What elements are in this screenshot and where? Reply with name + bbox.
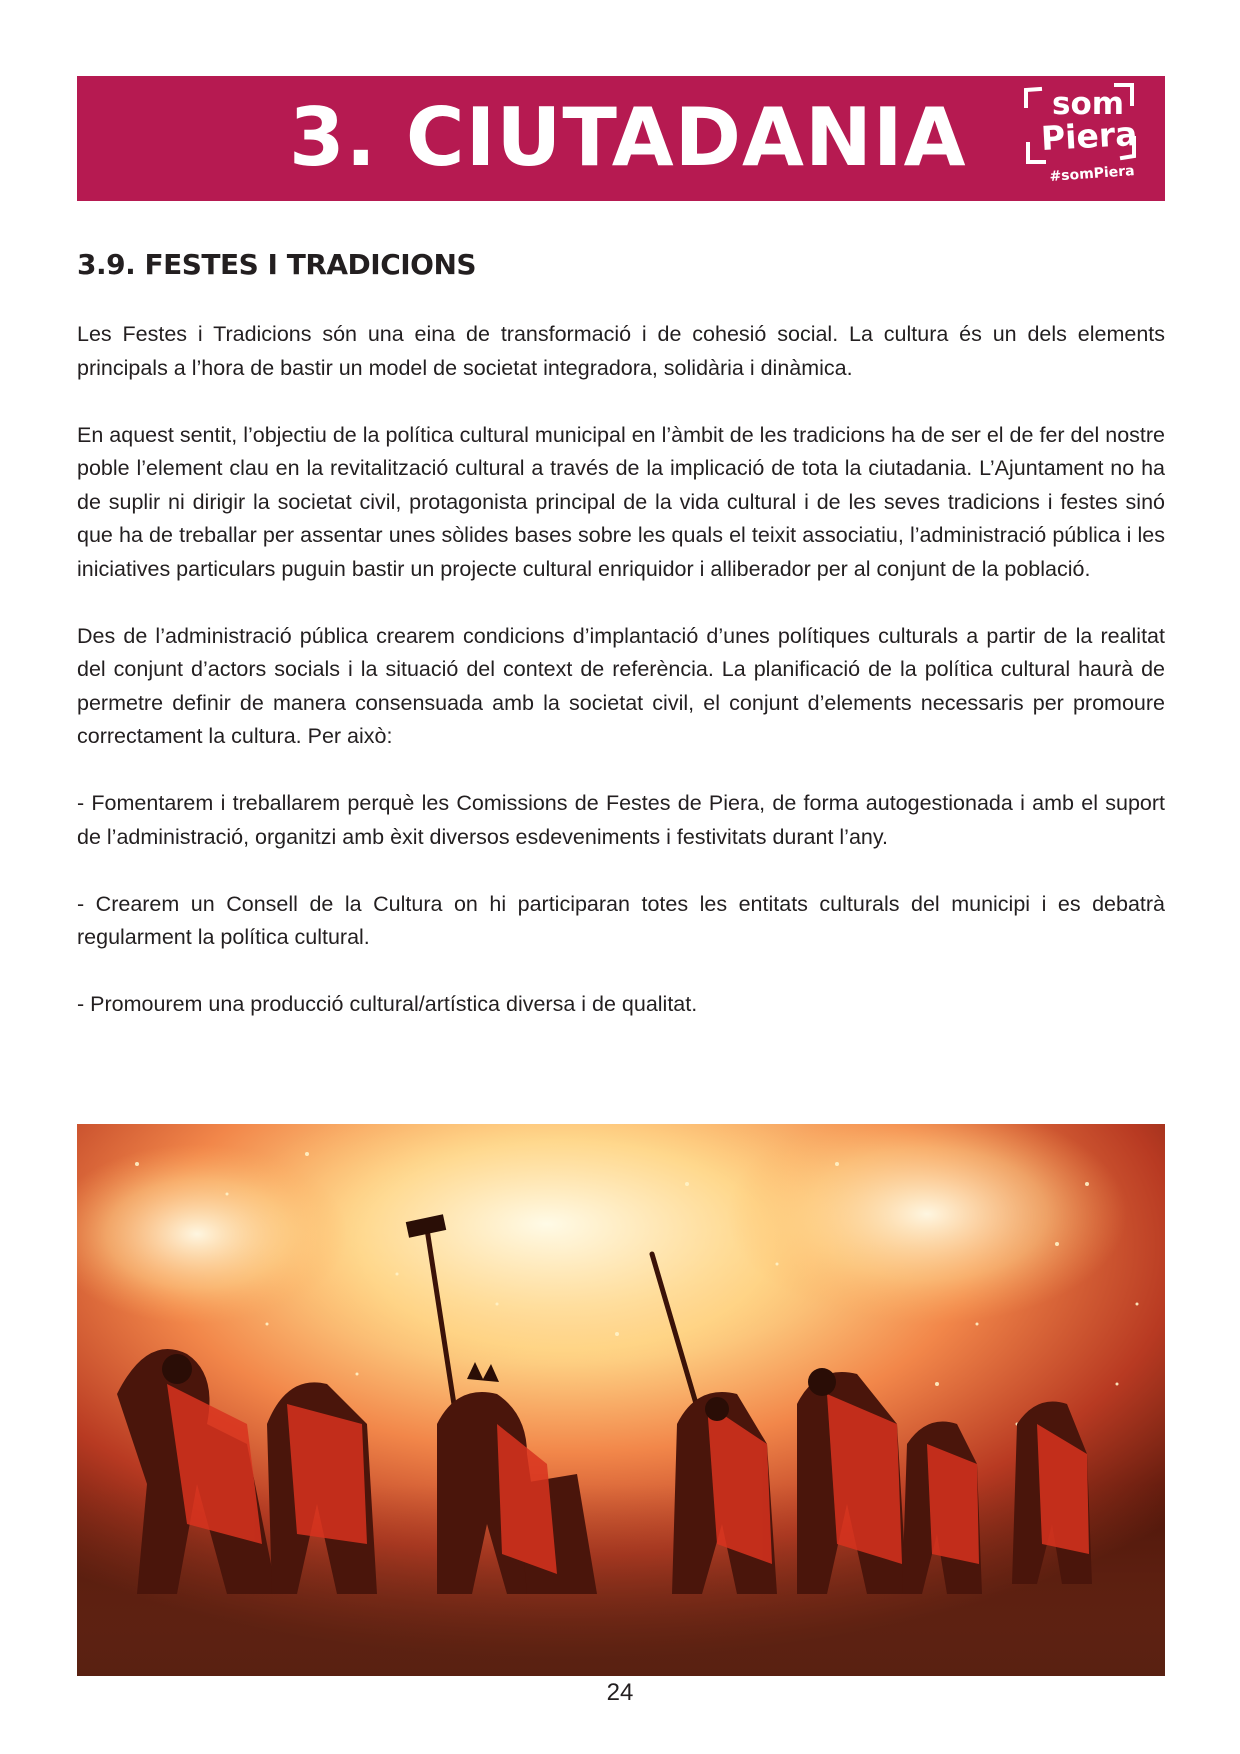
logo-word-piera: Piera	[1039, 113, 1139, 158]
page-number: 24	[606, 1679, 634, 1706]
logo-hashtag: #somPiera	[1049, 163, 1136, 185]
list-item: - Crearem un Consell de la Cultura on hi participaran totes les entitats culturals del municipi i es debatrà regularment la política cultural.	[77, 891, 1165, 949]
paragraph: En aquest sentit, l’objectiu de la política cultural municipal en l’àmbit de les tradicions ha de ser el de fer del nostre poble l’element clau en la revitalització cultural a través de la implicació de tota la ciutadania. L’Ajuntament no ha de suplir ni dirigir la societat civil, protagonista principal de la vida cultural i de les seves tradicions i festes sinó que ha de treballar per assentar unes sòlides bases sobre les quals el teixit associatiu, l’administració pública i les iniciatives particulars puguin bastir un projecte cultural enriquidor i alliberador per al conjunt de la població.	[77, 422, 1165, 581]
section-heading: 3.9. FESTES I TRADICIONS	[77, 248, 477, 281]
paragraph: Des de l’administració pública crearem condicions d’implantació d’unes polítiques culturals a partir de la realitat del conjunt d’actors socials i la situació del context de referència. La planificació de la política cultural haurà de permetre definir de manera consensuada amb la societat civil, el conjunt d’elements necessaris per promoure correctament la cultura. Per això:	[77, 623, 1165, 748]
logo-word-som: som	[1052, 86, 1125, 122]
chapter-title: 3. CIUTADANIA	[289, 91, 967, 184]
list-item: - Fomentarem i treballarem perquè les Comissions de Festes de Piera, de forma autogestionada i amb el suport de l’administració, organitzi amb èxit diversos esdeveniments i festivitats durant l’any.	[77, 791, 1165, 849]
section-banner	[77, 76, 1165, 201]
som-piera-logo	[1012, 82, 1157, 197]
correfoc-photo	[77, 1124, 1165, 1676]
logo-brackets	[1022, 82, 1140, 170]
list-item: - Promourem una producció cultural/artística diversa i de qualitat.	[77, 992, 698, 1016]
paragraph: Les Festes i Tradicions són una eina de transformació i de cohesió social. La cultura és un dels elements principals a l’hora de bastir un model de societat integradora, solidària i dinàmica.	[77, 322, 1165, 380]
body-text	[77, 318, 1165, 1055]
